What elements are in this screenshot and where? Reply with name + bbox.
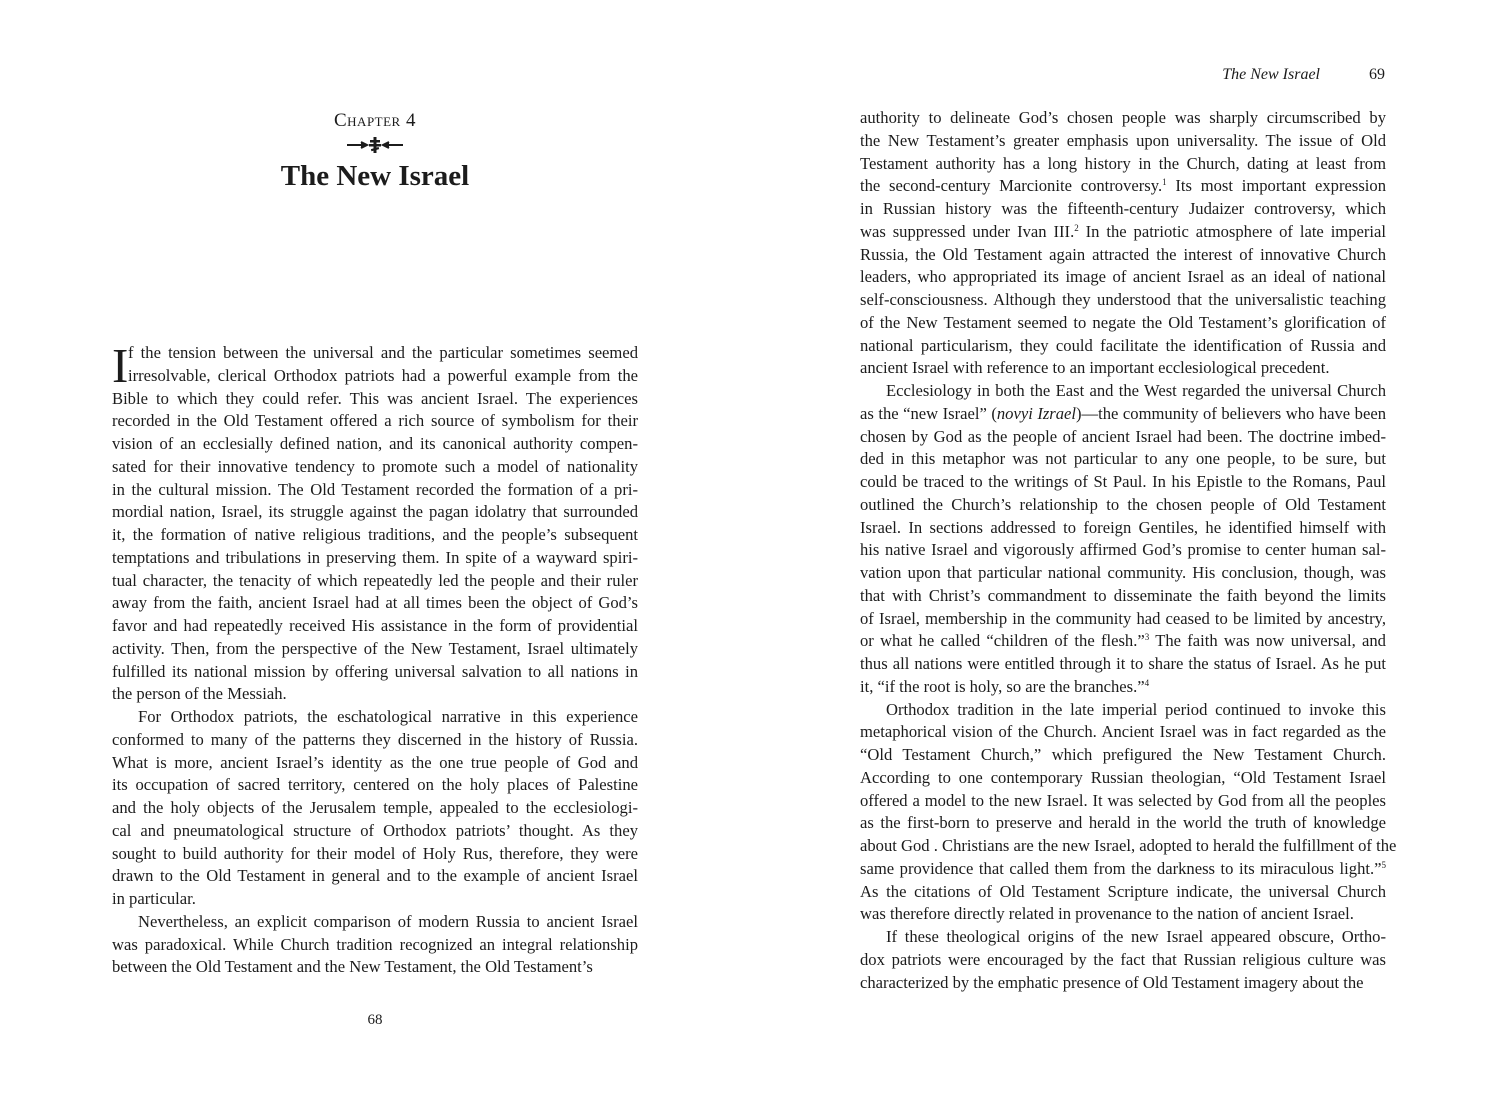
text-line: If these theological origins of the new Israel appeared obscure, Ortho- [886, 927, 1386, 946]
chapter-label: Chapter 4 [334, 110, 416, 131]
text-line: What is more, ancient Israel’s identity as the one true people of God and [112, 752, 638, 772]
text-line: self-consciousness. Although they understood that the universalistic teaching [860, 290, 1386, 309]
text-line: in the cultural mission. The Old Testament recorded the formation of a pri- [112, 479, 638, 499]
text-line: leaders, who appropriated its image of ancient Israel as an ideal of national [860, 267, 1386, 287]
running-head: The New Israel [1222, 66, 1320, 83]
text-line: vision of an ecclesially defined nation, and its canonical authority compen- [112, 434, 638, 453]
text-line: its occupation of sacred territory, centered on the holy places of Palestine [112, 775, 638, 795]
text-line: offered a model to the new Israel. It was selected by God from all the peoples [860, 790, 1386, 810]
text-line: ded in this metaphor was not particular to any one people, to be sure, but [860, 449, 1386, 469]
text-line: or what he called “children of the flesh.”$^3$ The faith was now universal, and [860, 631, 1386, 651]
text-line: drawn to the Old Testament in general and to the example of ancient Israel [112, 866, 638, 886]
text-line: recorded in the Old Testament offered a rich source of symbolism for their [112, 411, 638, 431]
text-line: sated for their innovative tendency to promote such a model of nationality [112, 456, 638, 476]
text-line: As the citations of Old Testament Scripture indicate, the universal Church [860, 881, 1386, 901]
text-line: could be traced to the writings of St Paul. In his Epistle to the Romans, Paul [860, 472, 1386, 491]
drop-cap: I [112, 338, 129, 393]
text-line: vation upon that particular national community. His conclusion, though, was [860, 563, 1386, 582]
text-line: Israel. In sections addressed to foreign Gentiles, he identified himself with [860, 517, 1386, 537]
text-line: Ecclesiology in both the East and the West regarded the universal Church [886, 381, 1386, 400]
text-line: in particular. [112, 889, 196, 908]
text-line: his native Israel and vigorously affirmed God’s promise to center human sal- [860, 540, 1386, 560]
footnote-marker: 3 [1144, 632, 1150, 643]
text-line: the second-century Marcionite controversy.$^1$ Its most important expression [860, 176, 1386, 196]
text-line: the person of the Messiah. [112, 684, 287, 704]
text-line: mordial nation, Israel, its struggle against the pagan idolatry that surrounded [112, 502, 638, 522]
page-number-right: 69 [1369, 66, 1385, 83]
right-body-text [860, 107, 1397, 994]
text-line: dox patriots were encouraged by the fact that Russian religious culture was [860, 949, 1386, 969]
text-line: of Israel, membership in the community had ceased to be limited by ancestry, [860, 608, 1386, 628]
text-line: was therefore directly related in provenance to the nation of ancient Israel. [860, 904, 1354, 924]
text-line: as the first-born to preserve and herald in the world the truth of knowledge [860, 813, 1386, 833]
text-line: temptations and tribulations in preserving them. In spite of a wayward spiri- [112, 547, 638, 567]
text-line: characterized by the emphatic presence of Old Testament imagery about the [860, 972, 1364, 992]
text-line: outlined the Church’s relationship to the chosen people of Old Testament [860, 494, 1386, 514]
chapter-title: The New Israel [280, 160, 470, 192]
text-line: was suppressed under Ivan III.$^2$ In the patriotic atmosphere of late imperial [860, 221, 1386, 241]
text-line: and the holy objects of the Jerusalem temple, appealed to the ecclesiologi- [112, 798, 638, 817]
cross-ornament-icon [0, 136, 750, 159]
text-line: According to one contemporary Russian theologian, “Old Testament Israel [860, 767, 1386, 787]
text-line: Russia, the Old Testament again attracted the interest of innovative Church [860, 244, 1386, 264]
text-line: metaphorical vision of the Church. Ancient Israel was in fact regarded as the [860, 722, 1386, 742]
text-line: cal and pneumatological structure of Orthodox patriots’ thought. As they [112, 820, 638, 840]
text-line: “Old Testament Church,” which prefigured the New Testament Church. [860, 745, 1386, 764]
page-number-left: 68 [367, 1012, 383, 1028]
footnote-marker: 4 [1144, 677, 1150, 688]
text-line: national particularism, they could facilitate the identification of Russia and [860, 335, 1386, 355]
text-line: Orthodox tradition in the late imperial period continued to invoke this [886, 699, 1386, 719]
text-line: Nevertheless, an explicit comparison of modern Russia to ancient Israel [138, 911, 638, 931]
text-line: same providence that called them from the darkness to its miraculous light.”$^5$ [860, 858, 1386, 878]
text-line: the New Testament’s greater emphasis upon universality. The issue of Old [860, 130, 1386, 150]
text-line: sought to build authority for their model of Holy Rus, therefore, they were [112, 843, 638, 863]
text-line: For Orthodox patriots, the eschatological narrative in this experience [138, 707, 638, 726]
left-body-text [112, 338, 638, 979]
text-line: chosen by God as the people of ancient Israel had been. The doctrine imbed- [860, 426, 1386, 446]
right-page [750, 0, 1500, 1101]
text-line: favor and had repeatedly received His assistance in the form of providential [112, 616, 638, 635]
text-line: that with Christ’s commandment to disseminate the faith beyond the limits [860, 585, 1386, 605]
text-line: irresolvable, clerical Orthodox patriots had a powerful example from the [128, 365, 638, 385]
text-line: thus all nations were entitled through it to share the status of Israel. As he put [860, 654, 1386, 673]
text-line: about God . Christians are the new Israel, adopted to herald the fulfillment of the [860, 836, 1397, 855]
text-line: authority to delineate God’s chosen people was sharply circumscribed by [860, 108, 1386, 127]
text-line: activity. Then, from the perspective of the New Testament, Israel ultimately [112, 638, 638, 658]
text-line: Testament authority has a long history in the Church, dating at least from [860, 153, 1386, 173]
text-line: it, the formation of native religious traditions, and the people’s subsequent [112, 525, 638, 544]
text-line: conformed to many of the patterns they discerned in the history of Russia. [112, 729, 638, 749]
text-line: in Russian history was the fifteenth-century Judaizer controversy, which [860, 199, 1386, 218]
text-line: as the “new Israel” (novyi Izrael)—the community of believers who have been [860, 403, 1386, 423]
text-line: of the New Testament seemed to negate the Old Testament’s glorification of [860, 312, 1386, 332]
footnote-marker: 5 [1381, 859, 1386, 870]
text-line: it, “if the root is holy, so are the branches.”$^4$ [860, 676, 1150, 696]
text-line: between the Old Testament and the New Testament, the Old Testament’s [112, 957, 593, 977]
text-line: tual character, the tenacity of which repeatedly led the people and their ruler [112, 570, 638, 590]
text-line: was paradoxical. While Church tradition recognized an integral relationship [112, 934, 638, 954]
text-line: f the tension between the universal and the particular sometimes seemed [128, 343, 638, 362]
text-line: ancient Israel with reference to an important ecclesiological precedent. [860, 358, 1330, 378]
italic-term: novyi Izrael [996, 403, 1077, 423]
text-line: fulfilled its national mission by offering universal salvation to all nations in [112, 661, 638, 681]
text-line: Bible to which they could refer. This was ancient Israel. The experiences [112, 388, 638, 408]
footnote-marker: 2 [1074, 222, 1079, 233]
footnote-marker: 1 [1162, 177, 1167, 188]
text-line: away from the faith, ancient Israel had at all times been the object of God’s [112, 593, 638, 613]
